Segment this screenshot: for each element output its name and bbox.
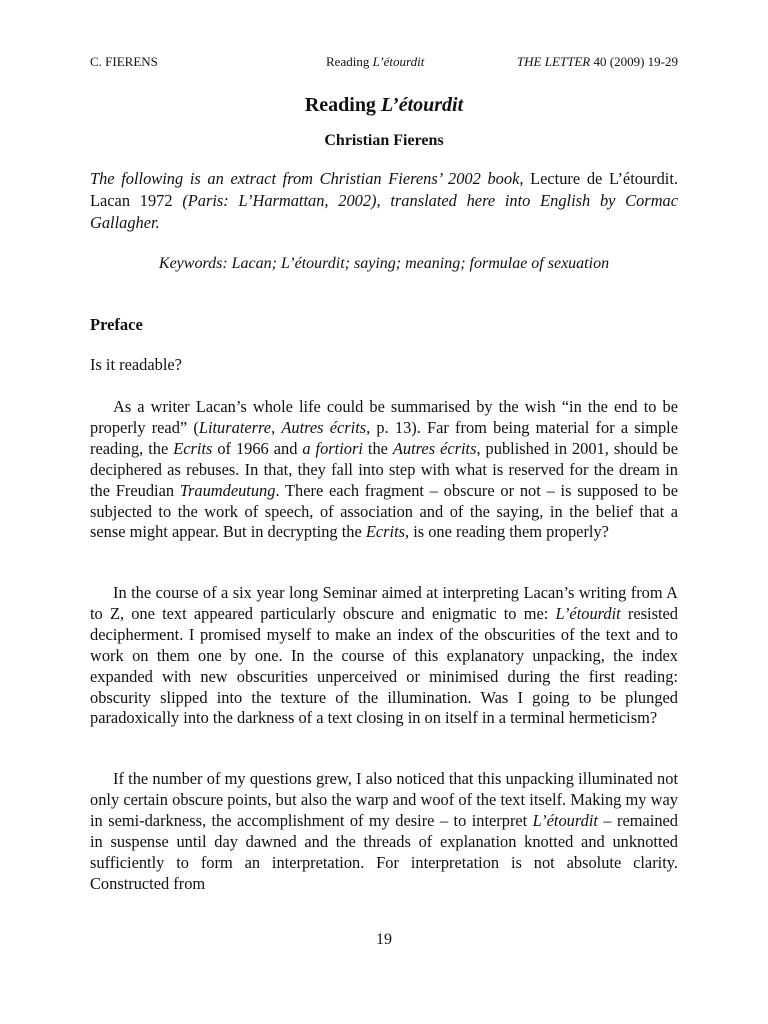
text-run: If the number of my questions grew, I also noticed that this unpacking illuminated not only certain obscure points, but also the warp and woof of the text itself. Making my way in semi-darkness, the accomplishment of my desire – to interpret xyxy=(90,769,678,830)
text-run: – remained in suspense until day dawned and the threads of explanation knotted and unknotted sufficiently to form an interpretation. For interpretation is not absolute clarity. Constructed from xyxy=(90,810,678,893)
article-title xyxy=(90,92,678,118)
paragraph-2 xyxy=(90,583,678,729)
document-page xyxy=(90,0,678,1024)
text-run: As a writer Lacan’s whole life could be summarised by the wish “in the end to be properly read” ( xyxy=(90,397,678,437)
text-run: In the course of a six year long Seminar aimed at interpreting Lacan’s writing from A to Z, one text appeared particularly obscure and enigmatic to me: xyxy=(90,583,678,623)
section-heading: Preface xyxy=(90,315,143,334)
abstract-publication: (Paris: L’Harmattan, 2002), translated here into English by Cormac Gallagher. xyxy=(90,191,678,232)
running-head-title-italic: L’étourdit xyxy=(372,54,425,69)
running-head-title xyxy=(326,53,424,71)
italic-run: L’étourdit xyxy=(532,810,598,830)
italic-run: Ecrits xyxy=(173,438,213,458)
paragraph-3 xyxy=(90,769,678,894)
italic-run: Traumdeutung xyxy=(179,480,276,500)
italic-run: Autres écrits xyxy=(392,438,477,458)
running-head-journal-issue: 40 (2009) 19-29 xyxy=(590,54,678,69)
running-head-title-prefix: Reading xyxy=(326,54,373,69)
article-title-prefix: Reading xyxy=(304,94,381,116)
running-head-author: C. FIERENS xyxy=(90,54,158,69)
text-run: . There each fragment – obscure or not – is supposed to be subjected to the work of speech, of association and of the saying, in the belief that a sense might appear. But in decrypting the xyxy=(90,480,678,542)
italic-run: Ecrits xyxy=(365,522,406,542)
abstract-book-title: Lecture de L’étourdit. Lacan 1972 xyxy=(90,169,678,210)
text-run: of 1966 and xyxy=(212,438,303,458)
text-run: resisted decipherment. I promised myself to make an index of the obscurities of the text and to work on them one by one. In the course of this explanatory unpacking, the index expanded with new obscurities unperceived or minimised during the first reading: obscurity slipped into the texture of the illumination. Was I going to be plunged paradoxically into the darkness of a text closing in on itself in a terminal hermeticism? xyxy=(90,603,678,728)
abstract-intro: The following is an extract from Christian Fierens’ 2002 book, xyxy=(90,169,524,188)
italic-run: L’étourdit xyxy=(555,603,621,623)
text-run: , is one reading them properly? xyxy=(405,522,609,542)
text-run: , xyxy=(271,417,282,437)
text-run: , p. 13). Far from being material for a simple reading, the xyxy=(90,417,678,458)
text-run: the xyxy=(362,438,393,458)
article-title-italic: L’étourdit xyxy=(380,94,464,116)
article-author: Christian Fierens xyxy=(324,132,444,149)
running-head-journal xyxy=(517,53,678,71)
italic-run: a fortiori xyxy=(302,438,363,458)
italic-run: Autres écrits xyxy=(281,417,367,437)
abstract xyxy=(90,168,678,234)
paragraph-question: Is it readable? xyxy=(90,355,182,374)
running-head xyxy=(90,53,678,71)
paragraph-1 xyxy=(90,397,678,543)
text-run: , published in 2001, should be deciphered as rebuses. In that, they fall into step with what is reserved for the dream in the Freudian xyxy=(90,438,679,500)
running-head-journal-name: THE LETTER xyxy=(516,54,591,69)
page-number: 19 xyxy=(376,931,392,948)
keywords: Keywords: Lacan; L’étourdit; saying; meaning; formulae of sexuation xyxy=(158,255,610,272)
italic-run: Lituraterre xyxy=(198,417,272,437)
